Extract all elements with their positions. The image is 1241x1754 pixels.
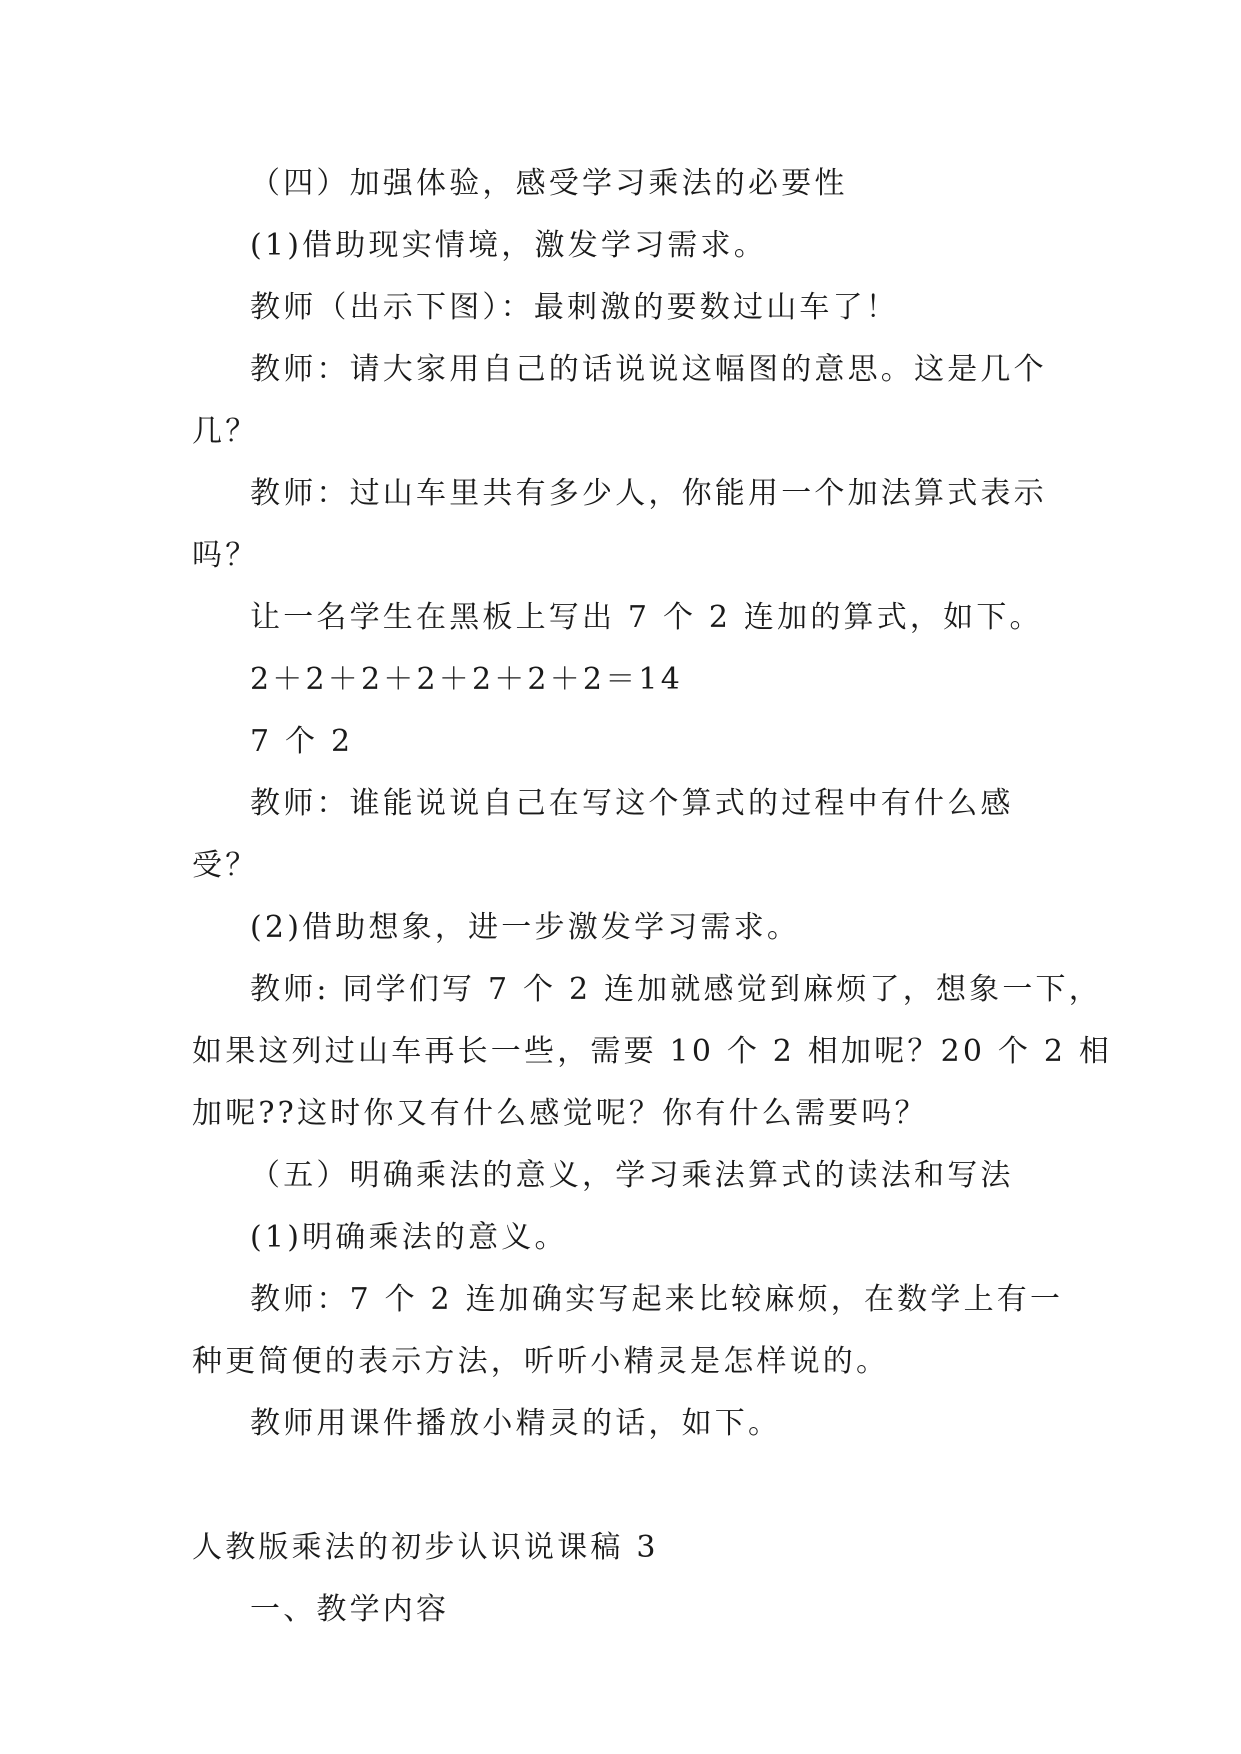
paragraph-line: 教师用课件播放小精灵的话，如下。 bbox=[250, 1406, 782, 1441]
paragraph-line: (2)借助想象，进一步激发学习需求。 bbox=[250, 910, 801, 945]
section-heading-5: （五）明确乘法的意义，学习乘法算式的读法和写法 bbox=[250, 1158, 1014, 1193]
paragraph-line: 教师：7 个 2 连加确实写起来比较麻烦，在数学上有一 bbox=[250, 1282, 1064, 1317]
equation-line: 2＋2＋2＋2＋2＋2＋2＝14 bbox=[250, 662, 683, 697]
paragraph-line: 教师：谁能说说自己在写这个算式的过程中有什么感 bbox=[250, 786, 1014, 821]
paragraph-line: 种更简便的表示方法，听听小精灵是怎样说的。 bbox=[192, 1344, 890, 1379]
paragraph-line: 吗？ bbox=[192, 538, 259, 573]
equation-note: 7 个 2 bbox=[250, 724, 354, 759]
paragraph-line: 几？ bbox=[192, 414, 259, 449]
paragraph-line: (1)明确乘法的意义。 bbox=[250, 1220, 568, 1255]
paragraph-line: 让一名学生在黑板上写出 7 个 2 连加的算式，如下。 bbox=[250, 600, 1043, 635]
paragraph-line: 教师：过山车里共有多少人，你能用一个加法算式表示 bbox=[250, 476, 1047, 511]
paragraph-line: 如果这列过山车再长一些，需要 10 个 2 相加呢？20 个 2 相 bbox=[192, 1034, 1113, 1069]
paragraph-line: 教师（出示下图）：最刺激的要数过山车了！ bbox=[250, 290, 899, 325]
paragraph-line: 加呢??这时你又有什么感觉呢？你有什么需要吗？ bbox=[192, 1096, 928, 1131]
paragraph-line: 受？ bbox=[192, 848, 259, 883]
paragraph-line: 教师：请大家用自己的话说说这幅图的意思。这是几个 bbox=[250, 352, 1047, 387]
paragraph-line: (1)借助现实情境，激发学习需求。 bbox=[250, 228, 767, 263]
document-title: 人教版乘法的初步认识说课稿 3 bbox=[192, 1530, 659, 1565]
paragraph-line: 教师: 同学们写 7 个 2 连加就感觉到麻烦了，想象一下， bbox=[250, 972, 1102, 1007]
section-heading-1: 一、教学内容 bbox=[250, 1592, 450, 1627]
section-heading-4: （四）加强体验，感受学习乘法的必要性 bbox=[250, 166, 848, 201]
